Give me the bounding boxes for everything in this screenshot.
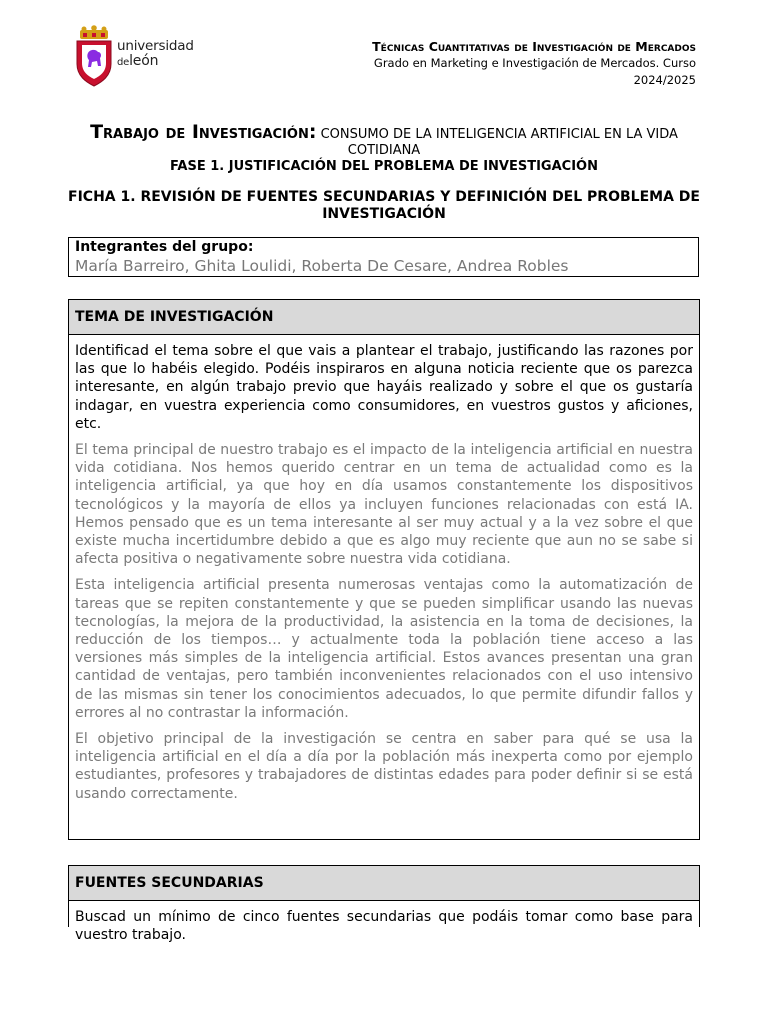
research-topic-section — [68, 299, 700, 840]
secondary-sources-body — [69, 901, 699, 944]
logo-line-2: león — [129, 53, 159, 69]
logo-line-2-prefix: de — [117, 57, 130, 68]
research-topic-heading: TEMA DE INVESTIGACIÓN — [69, 300, 699, 335]
secondary-sources-instructions: Buscad un mínimo de cinco fuentes secundarias que podáis tomar como base para vuestro trabajo. — [75, 909, 693, 944]
ficha-title: FICHA 1. REVISIÓN DE FUENTES SECUNDARIAS Y DEFINICIÓN DEL PROBLEMA DE INVESTIGACIÓN — [68, 189, 700, 222]
secondary-sources-heading: FUENTES SECUNDARIAS — [69, 866, 699, 901]
research-topic-answer-1: El tema principal de nuestro trabajo es el impacto de la inteligencia artificial en nuestra vida cotidiana. Nos hemos querido centrar en un tema de actualidad como es la inteligencia artificial, ya que hoy en día usamos constantemente los dispositivos tecnológicos y la mayoría de ellos ya incluyen funciones relacionadas con está IA. Hemos pensado que es un tema interesante al ser muy actual y a la vez sobre el que existe mucha incertidumbre debido a que es algo muy reciente que aun no se sabe si afecta positiva o negativamente sobre nuestra vida cotidiana. — [75, 442, 693, 568]
university-logo — [74, 22, 200, 92]
document-header — [276, 38, 696, 87]
research-topic-answer-2: Esta inteligencia artificial presenta numerosas ventajas como la automatización de tareas que se repiten constantemente y que se pueden simplificar usando las nuevas tecnologías, la mejora de la productividad, la asistencia en la toma de decisiones, la reducción de los tiempos… y actualmente toda la población tiene acceso a las versiones más simples de la inteligencia artificial. Estos avances presentan una gran cantidad de ventajas, pero también inconvenientes relacionados con el uso intensivo de las mismas sin tener los conocimientos adecuados, lo que permite difundir fallos y errores al no contrastar la información. — [75, 577, 693, 721]
work-title-label: Trabajo de Investigación: — [90, 121, 317, 143]
work-title-topic: CONSUMO DE LA INTELIGENCIA ARTIFICIAL EN LA VIDA COTIDIANA — [320, 127, 678, 158]
university-wordmark — [117, 39, 194, 70]
university-crest-icon — [74, 26, 114, 88]
group-members-box — [68, 237, 699, 277]
group-members-names: María Barreiro, Ghita Loulidi, Roberta De Cesare, Andrea Robles — [75, 257, 569, 275]
group-members-label: Integrantes del grupo: — [75, 239, 254, 255]
phase-title: FASE 1. JUSTIFICACIÓN DEL PROBLEMA DE INVESTIGACIÓN — [170, 159, 598, 174]
logo-line-1: universidad — [117, 38, 194, 54]
academic-year: 2024/2025 — [633, 73, 696, 87]
work-title — [68, 121, 700, 159]
secondary-sources-section — [68, 865, 700, 944]
degree-line: Grado en Marketing e Investigación de Mercados. Curso — [373, 56, 696, 70]
research-topic-answer-3: El objetivo principal de la investigación se centra en saber para qué se usa la inteligencia artificial en el día a día por la población más inexperta como por ejemplo estudiantes, profesores y trabajadores de distintas edades para poder definir si se está usando correctamente. — [75, 731, 693, 802]
year-line-clipped — [276, 72, 696, 87]
course-title: Técnicas Cuantitativas de Investigación de Mercados — [372, 39, 696, 54]
research-topic-instructions: Identificad el tema sobre el que vais a plantear el trabajo, justificando las razones por las que lo habéis elegido. Podéis inspiraros en alguna noticia reciente que os parezca interesante, en algún trabajo previo que hayáis realizado y sobre el que os gustaría indagar, en vuestra experiencia como consumidores, en vuestros gustos y aficiones, etc. — [75, 343, 693, 432]
title-block — [68, 121, 700, 223]
